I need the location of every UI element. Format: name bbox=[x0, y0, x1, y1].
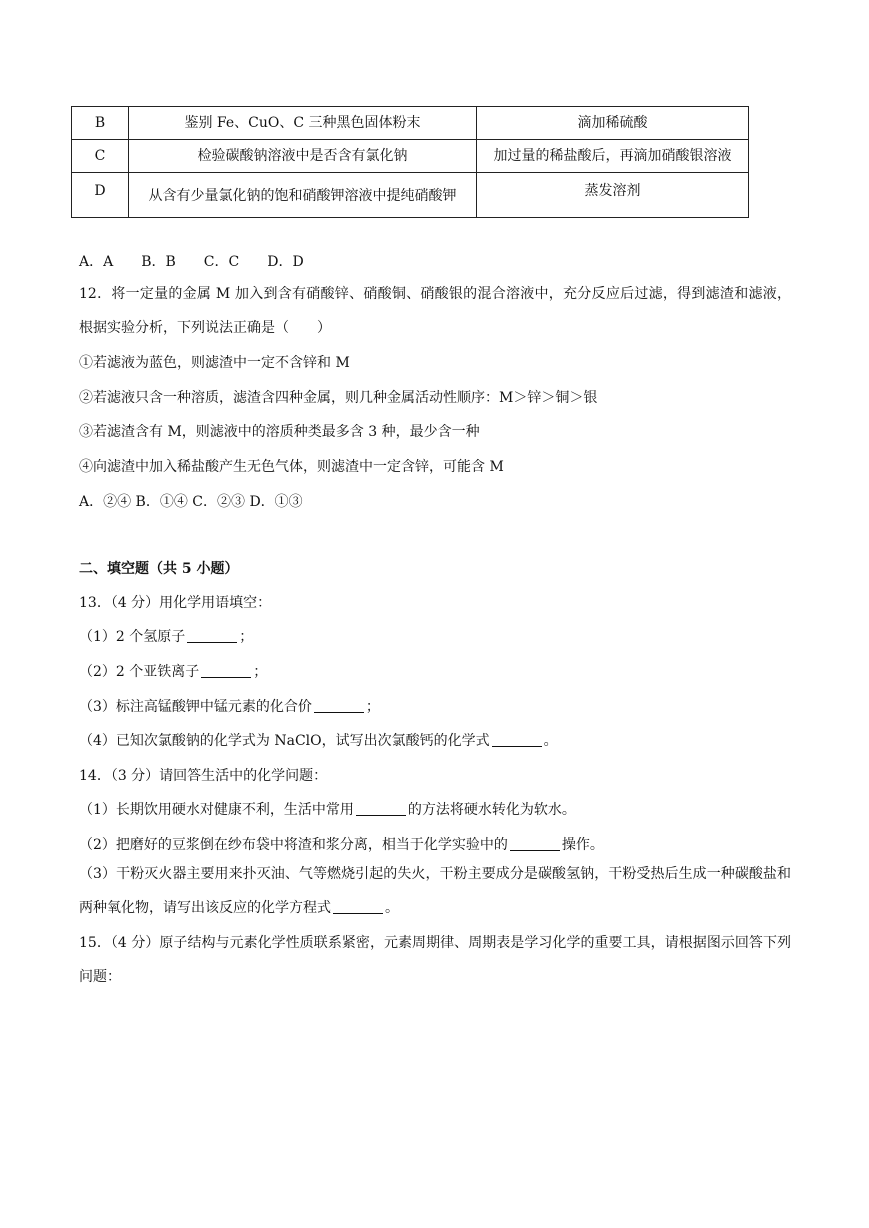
punct: 。 bbox=[385, 900, 399, 916]
q14-part-1-text-a: （1）长期饮用硬水对健康不利，生活中常用 bbox=[79, 802, 354, 818]
answer-blank[interactable] bbox=[314, 698, 364, 713]
q12-stem: 12．将一定量的金属 M 加入到含有硝酸锌、硝酸铜、硝酸银的混合溶液中，充分反应后过滤，得到滤渣和滤液，根据实验分析，下列说法正确是（ ） bbox=[79, 286, 791, 336]
table-row bbox=[72, 107, 749, 140]
experiment-table bbox=[71, 106, 749, 218]
punct: 。 bbox=[543, 733, 558, 749]
q14-part-3-text: （3）干粉灭火器主要用来扑灭油、气等燃烧引起的失火，干粉主要成分是碳酸氢钠，干粉受热后生成一种碳酸盐和两种氧化物，请写出该反应的化学方程式 bbox=[79, 866, 791, 916]
punct: ； bbox=[253, 664, 268, 680]
q13-part-2 bbox=[79, 661, 267, 681]
q12-statement-1: ①若滤液为蓝色，则滤渣中一定不含锌和 M bbox=[79, 355, 350, 371]
q13-part-1-text: （1）2 个氢原子 bbox=[79, 629, 186, 645]
row-key: B bbox=[72, 107, 129, 140]
answer-blank[interactable] bbox=[510, 836, 560, 851]
row-method: 滴加稀硫酸 bbox=[477, 107, 749, 140]
q14-part-1-text-b: 的方法将硬水转化为软水。 bbox=[407, 802, 576, 818]
q13-part-4 bbox=[79, 730, 558, 750]
q15-stem: 15．（4 分）原子结构与元素化学性质联系紧密，元素周期律、周期表是学习化学的重要工具，请根据图示回答下列问题： bbox=[79, 935, 791, 985]
q13-part-2-text: （2）2 个亚铁离子 bbox=[79, 664, 200, 680]
answer-blank[interactable] bbox=[187, 628, 237, 643]
q11-choices: A．A B．B C．C D．D bbox=[79, 254, 304, 270]
q13-part-4-text: （4）已知次氯酸钠的化学式为 NaClO，试写出次氯酸钙的化学式 bbox=[79, 733, 490, 749]
q13-part-3 bbox=[79, 696, 380, 716]
q14-part-2 bbox=[79, 834, 604, 854]
row-method: 蒸发溶剂 bbox=[477, 173, 749, 218]
q12-statement-2: ②若滤液只含一种溶质，滤渣含四种金属，则几种金属活动性顺序：M＞锌＞铜＞银 bbox=[79, 390, 598, 406]
q13-stem: 13．（4 分）用化学用语填空： bbox=[79, 595, 272, 611]
punct: ； bbox=[239, 629, 254, 645]
section-heading: 二、填空题（共 5 小题） bbox=[79, 561, 239, 577]
q13-part-3-text: （3）标注高锰酸钾中锰元素的化合价 bbox=[79, 699, 312, 715]
q12-choices: A．②④ B．①④ C．②③ D．①③ bbox=[79, 494, 303, 510]
q13-part-1 bbox=[79, 626, 253, 646]
row-key: D bbox=[72, 173, 129, 218]
q12-statement-3: ③若滤渣含有 M，则滤液中的溶质种类最多含 3 种，最少含一种 bbox=[79, 424, 480, 440]
row-task: 从含有少量氯化钠的饱和硝酸钾溶液中提纯硝酸钾 bbox=[129, 173, 477, 218]
row-method: 加过量的稀盐酸后，再滴加硝酸银溶液 bbox=[477, 140, 749, 173]
row-key: C bbox=[72, 140, 129, 173]
q14-part-2-text-a: （2）把磨好的豆浆倒在纱布袋中将渣和浆分离，相当于化学实验中的 bbox=[79, 837, 508, 853]
answer-blank[interactable] bbox=[333, 899, 383, 914]
answer-blank[interactable] bbox=[492, 732, 542, 747]
table-row bbox=[72, 140, 749, 173]
q14-part-3 bbox=[79, 857, 791, 925]
q12-statement-4: ④向滤渣中加入稀盐酸产生无色气体，则滤渣中一定含锌，可能含 M bbox=[79, 459, 504, 475]
answer-blank[interactable] bbox=[201, 663, 251, 678]
q14-stem: 14．（3 分）请回答生活中的化学问题： bbox=[79, 768, 328, 784]
row-task: 检验碳酸钠溶液中是否含有氯化钠 bbox=[129, 140, 477, 173]
table-row bbox=[72, 173, 749, 218]
q14-part-1 bbox=[79, 799, 576, 819]
q14-part-2-text-b: 操作。 bbox=[561, 837, 604, 853]
punct: ； bbox=[365, 699, 380, 715]
row-task: 鉴别 Fe、CuO、C 三种黑色固体粉末 bbox=[129, 107, 477, 140]
answer-blank[interactable] bbox=[356, 801, 406, 816]
